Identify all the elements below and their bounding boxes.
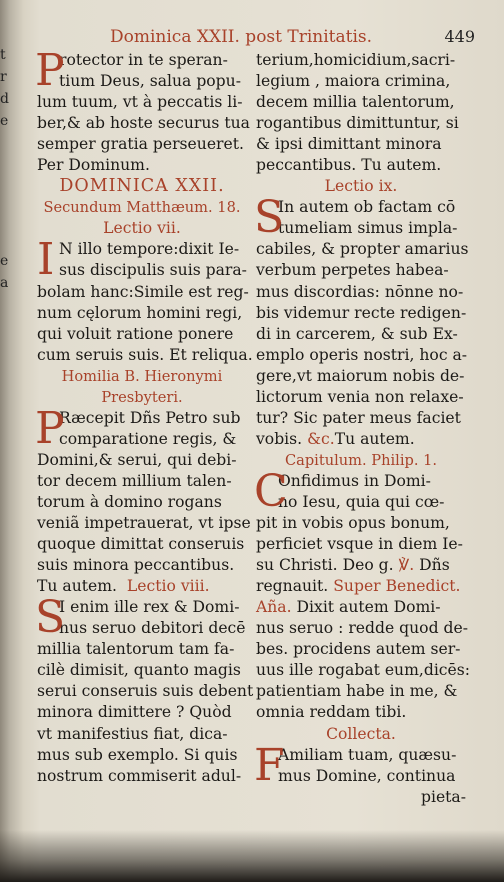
text-line: nus seruo : redde quod de- [256,619,468,638]
text-line: nostrum commiserit adul- [37,766,242,785]
antiphon-label: Aña. [256,598,292,617]
homily-heading: Presbyteri. [101,388,183,406]
text-line: di in carcerem, & sub Ex- [256,324,458,343]
lectio-viii-paragraph [35,592,254,786]
homily-ending: Tu autem. [37,577,117,596]
text-line: pit in vobis opus bonum, [256,514,450,533]
gutter-letter: d [0,91,9,107]
regnauit-text: regnauit. [256,577,329,596]
drop-cap: S [35,592,66,644]
text-line: mus discordias: nōnne no- [256,282,464,301]
text-line: bis videmur recte redigen- [256,303,467,322]
text-line: Per Dominum. [37,156,150,175]
text-line: decem millia talentorum, [256,93,455,112]
text-line: peccantibus. Tu autem. [256,156,442,175]
text-line [256,576,466,597]
text-line: sus discipulis suis para- [59,261,247,280]
running-header [110,26,475,48]
text-line: N illo tempore:dixit Ie- [59,240,240,259]
text-line: tor decem millium talen- [37,471,232,490]
text-line: Amiliam tuam, quæsu- [278,745,457,764]
page-bottom-shadow [0,830,504,882]
text-line: tur? Sic pater meus faciet [256,408,461,427]
text-line: rotector in te speran- [59,51,228,69]
sunday-title: DOMINICA XXII. [59,176,225,197]
text-line: cabiles, & propter amarius [256,240,469,259]
lectio-heading: Lectio viii. [126,577,210,596]
catchword: pieta- [420,787,466,806]
collect-paragraph [35,45,250,176]
text-line: verbum perpetes habea- [256,261,449,280]
gutter-letter: e [0,253,9,269]
text-line: Onfidimus in Domi- [278,471,431,490]
text-line: perficiet vsque in diem Ie- [256,535,463,554]
text-line: In autem ob factam cō [278,198,456,217]
drop-cap: C [254,465,288,517]
drop-cap: P [35,402,65,454]
text-line: ber,& ab hoste securus tua [37,114,250,133]
text-line: omnia reddam tibi. [256,703,407,722]
text-line: serui conseruis suis debent [37,682,254,701]
text-line: torum à domino rogans [37,492,222,511]
text-line: emplo operis nostri, hoc a- [256,345,468,364]
text-line: terium,homicidium,sacri- [256,51,456,69]
text-line: qui voluit ratione ponere [37,324,234,343]
lectio-ending: vobis. [256,429,303,448]
text-line: tium Deus, salua popu- [59,72,241,91]
text-line: Domini,& serui, qui debi- [37,450,237,469]
chapter-paragraph [254,465,466,576]
text-line: quoque dimittat conseruis [37,535,245,554]
text-line: bolam hanc:Simile est reg- [37,282,249,301]
text-line: tumeliam simus impla- [278,219,458,238]
text-line: patientiam habe in me, & [256,682,458,701]
lectio-heading: Lectio vii. [103,219,181,238]
text-line: nus seruo debitori decē [59,619,246,638]
text-line: lum tuum, vt à peccatis li- [37,93,243,112]
page-number: 449 [444,27,475,46]
text-line: semper gratia perseueret. [37,135,244,154]
chapter-text: Dñs [419,556,450,575]
right-column [254,50,471,808]
text-line: uus ille rogabat eum,dicēs: [256,661,471,680]
lectio-vii-paragraph [37,234,253,365]
versicle-sign: ℣. [398,556,415,575]
text-line: num cęlorum homini regi, [37,303,243,322]
gutter-letter: r [0,69,7,85]
text-line: rogantibus dimittuntur, si [256,114,459,133]
text-line [256,429,466,450]
text-line: cilè dimisit, quanto magis [37,661,241,680]
text-line: veniã impetrauerat, vt ipse [37,514,251,533]
left-column [35,45,254,787]
text-line [256,555,466,576]
collecta-paragraph [254,739,466,808]
text-line: comparatione regis, & [59,429,237,448]
drop-cap: P [35,45,65,96]
text-line: suis minora peccantibus. [37,556,235,575]
text-line: bes. procidens autem ser- [256,640,461,659]
gutter-letter: e [0,113,9,129]
drop-cap: S [254,192,285,244]
tu-autem: Tu autem. [334,429,415,448]
text-line: & ipsi dimittant minora [256,135,442,154]
lectio-heading: Lectio ix. [324,177,398,196]
text-line: no Iesu, quia qui cœ- [278,492,445,511]
text-line [256,597,466,618]
homily-paragraph [35,402,251,576]
text-line [37,576,247,597]
text-line: gere,vt maiorum nobis de- [256,366,465,385]
etcetera-rubric: &c. [307,429,335,448]
text-line: legium , maiora crimina, [256,72,451,91]
text-line: millia talentorum tam fa- [37,640,235,659]
super-benedictus-rubric: Super Benedict. [333,577,461,596]
gospel-reference: Secundum Matthæum. 18. [43,199,241,217]
drop-cap: F [254,739,285,791]
lectio-ix-paragraph [254,192,469,429]
running-title: Dominica XXII. post Trinitatis. [110,27,373,47]
collecta-heading: Collecta. [326,724,396,743]
homily-heading: Homilia B. Hieronymi [61,367,223,385]
gutter-letter: a [0,275,9,291]
antiphon-text: Dixit autem Domi- [296,598,441,617]
gutter-letter: t [0,47,6,63]
text-line: mus sub exemplo. Si quis [37,745,238,764]
text-line: cum seruis suis. Et reliqua. [37,345,253,364]
drop-cap: I [37,234,55,286]
chapter-text: su Christi. Deo g. [256,556,394,575]
text-line: vt manifestius fiat, dica- [37,724,228,743]
text-line: lictorum venia non relaxe- [256,387,464,406]
text-line: I enim ille rex & Domi- [59,598,240,617]
text-line: Ræcepit Dñs Petro sub [59,408,241,427]
text-line: minora dimittere ? Quòd [37,703,232,722]
chapter-heading: Capitulum. Philip. 1. [284,451,438,469]
text-line: mus Domine, continua [278,766,456,785]
